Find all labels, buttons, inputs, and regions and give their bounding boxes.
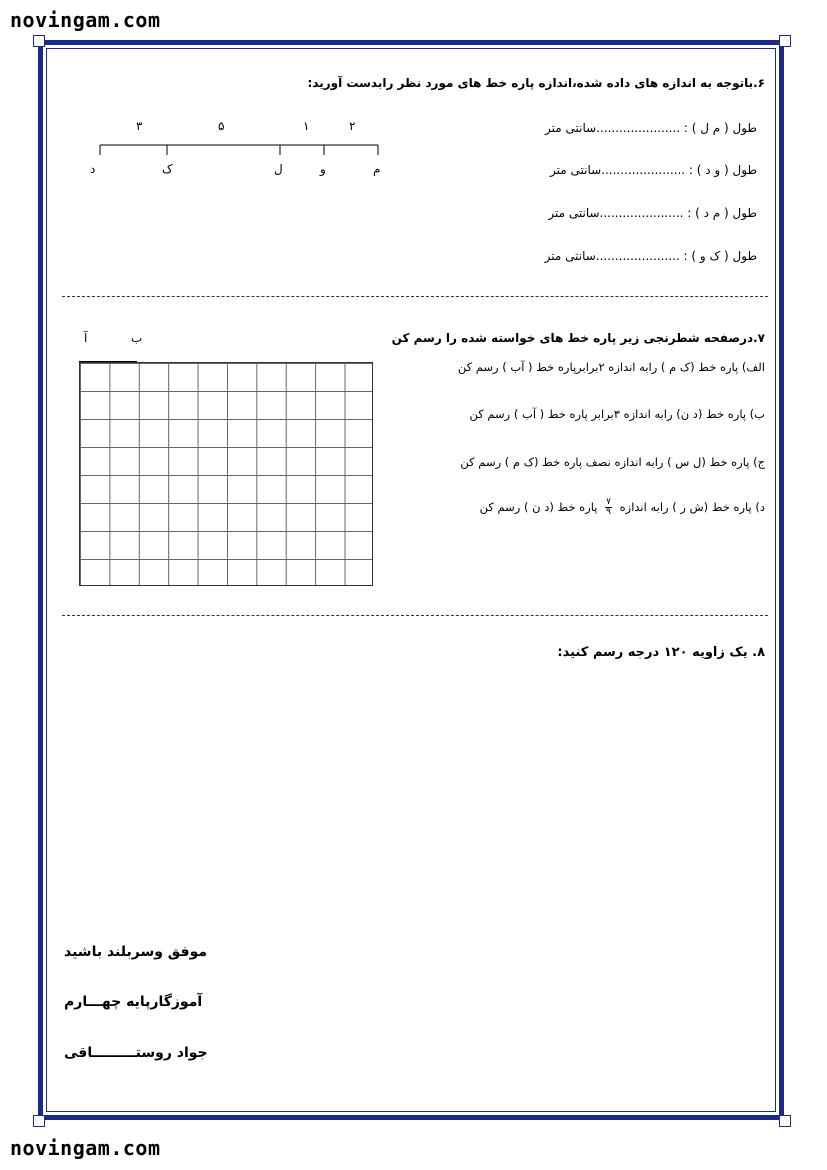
point-label: و xyxy=(320,162,326,176)
corner-ornament xyxy=(779,1115,791,1127)
corner-ornament xyxy=(33,1115,45,1127)
segment-number: ۵ xyxy=(218,119,225,133)
grid-label-b: ب xyxy=(131,331,143,345)
q7-title: ۷.درصفحه شطرنجی زیر پاره خط های خواسته شده را رسم کن xyxy=(391,331,765,345)
section-divider xyxy=(62,296,768,297)
point-label: ک xyxy=(162,162,173,176)
point-label: د xyxy=(90,162,96,176)
q6-length-kv: طول ( ک و ) : ......................سانتی متر xyxy=(544,249,757,263)
fraction-numerator: ۷ xyxy=(606,497,611,507)
watermark-bottom: novingam.com xyxy=(10,1136,161,1160)
point-label: م xyxy=(373,162,381,176)
grid-label-a: آ xyxy=(84,331,88,345)
corner-ornament xyxy=(779,35,791,47)
section-divider xyxy=(62,615,768,616)
q7-item-d-start: د) پاره خط (ش ر ) رابه اندازه xyxy=(619,500,765,514)
corner-ornament xyxy=(33,35,45,47)
fraction xyxy=(605,498,612,517)
q7-item-d-end: پاره خط (د ن ) رسم کن xyxy=(479,500,598,514)
segment-diagram xyxy=(90,140,390,160)
point-label: ل xyxy=(274,162,283,176)
q6-length-md: طول ( م د ) : ......................سانتی متر xyxy=(548,206,757,220)
q8-title: ۸. یک زاویه ۱۲۰ درجه رسم کنید: xyxy=(557,645,765,660)
q6-length-vd: طول ( و د ) : ......................سانتی متر xyxy=(550,163,757,177)
footer-teacher: آموزگارپایه چهـــارم xyxy=(64,994,203,1010)
q7-item-b: ب) پاره خط (د ن) رابه اندازه ۳برابر پاره خط ( آب ) رسم کن xyxy=(469,407,765,421)
fraction-denominator: ۹ xyxy=(606,507,611,517)
q7-item-a: الف) پاره خط (ک م ) رابه اندازه ۲برابرپاره خط ( آب ) رسم کن xyxy=(457,360,765,374)
drawing-grid[interactable] xyxy=(79,362,373,586)
segment-number: ۱ xyxy=(303,119,310,133)
segment-number: ۳ xyxy=(136,119,143,133)
q6-length-ml: طول ( م ل ) : ......................سانتی متر xyxy=(545,121,757,135)
watermark-top: novingam.com xyxy=(10,8,161,32)
footer-name: جواد روستـــــــــاقی xyxy=(64,1045,208,1061)
q7-item-c: ج) پاره خط (ل س ) رابه اندازه نصف پاره خط (ک م ) رسم کن xyxy=(460,455,765,469)
footer-wish: موفق وسربلند باشید xyxy=(64,944,208,960)
q7-item-d xyxy=(480,498,765,517)
segment-number: ۲ xyxy=(349,119,356,133)
q6-title: ۶.باتوجه به اندازه های داده شده،اندازه پاره خط های مورد نظر رابدست آورید: xyxy=(307,76,765,90)
